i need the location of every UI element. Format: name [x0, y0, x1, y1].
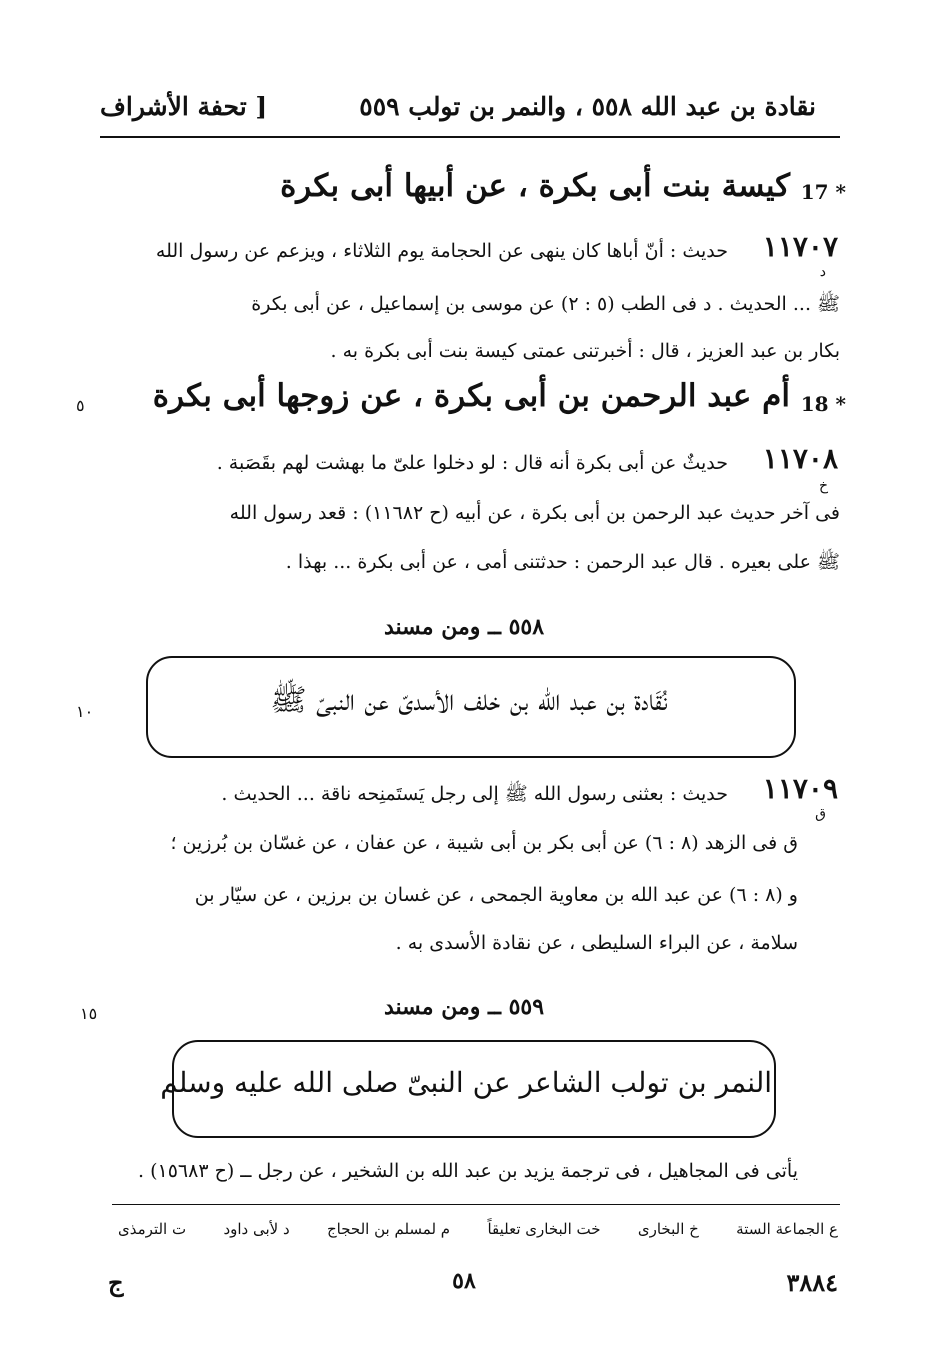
- margin-line-number: ١٥: [80, 1004, 98, 1023]
- footnote-item: ع الجماعة الستة: [736, 1220, 838, 1238]
- hadith-line: حديث : بعثنى رسول الله ﷺ إلى رجل يَستَمنِحه ناقة ... الحديث .: [221, 783, 728, 805]
- footnote-abbreviation-key: [118, 1220, 838, 1238]
- footnote-item: خت البخارى تعليقاً: [487, 1220, 601, 1238]
- hadith-line: ﷺ ... الحديث . د فى الطب (٥ : ٢) عن موسى بن إسماعيل ، عن أبى بكرة: [251, 293, 840, 315]
- running-header-left: [ تحفة الأشراف: [100, 92, 268, 121]
- section-18-number: 18 *: [800, 392, 846, 416]
- musnad-559-heading: ٥٥٩ ــ ومن مسند: [383, 994, 545, 1020]
- page-number: ٥٨: [452, 1268, 476, 1294]
- hadith-line: حديثٌ عن أبى بكرة أنه قال : لو دخلوا علىّ ما بهشت لهم بقَصَبة .: [216, 452, 728, 474]
- musnad-559-note: يأتى فى المجاهيل ، فى ترجمة يزيد بن عبد الله بن الشخير ، عن رجل ــ (ح ١٥٦٨٣) .: [138, 1160, 798, 1182]
- hadith-line: فى آخر حديث عبد الرحمن بن أبى بكرة ، عن أبيه (ح ١١٦٨٢) : قعد رسول الله: [229, 502, 840, 524]
- page-footer-left: ج: [108, 1268, 124, 1297]
- footnote-item: د لأبى داود: [223, 1220, 290, 1238]
- siglum-marker: ق: [815, 806, 826, 822]
- musnad-558-title: نُقَادة بن عبد الله بن خلف الأسدىّ عن النبىّ ﷺ: [270, 683, 668, 718]
- page-footer-right: ٣٨٨٤: [786, 1268, 838, 1297]
- running-header-right: نقادة بن عبد الله ٥٥٨ ، والنمر بن تولب ٥٥٩: [359, 92, 816, 121]
- hadith-number-11707: ١١٧٠٧: [762, 230, 838, 263]
- header-rule: [100, 136, 840, 138]
- hadith-line: و (٨ : ٦) عن عبد الله بن معاوية الجمحى ، عن غسان بن برزين ، عن سيّار بن: [194, 884, 798, 906]
- hadith-number-11708: ١١٧٠٨: [762, 442, 838, 475]
- siglum-marker: د: [819, 264, 826, 280]
- margin-line-number: ٥: [76, 396, 85, 415]
- hadith-number-11709: ١١٧٠٩: [762, 772, 838, 805]
- section-18-title: أم عبد الرحمن بن أبى بكرة ، عن زوجها أبى بكرة: [152, 378, 790, 414]
- footnote-item: م لمسلم بن الحجاج: [326, 1220, 451, 1238]
- hadith-line: بكار بن عبد العزيز ، قال : أخبرتنى عمتى كيسة بنت أبى بكرة به .: [330, 340, 840, 362]
- section-17-number: 17 *: [800, 180, 846, 204]
- hadith-line: ﷺ على بعيره . قال عبد الرحمن : حدثتنى أمى ، عن أبى بكرة ... بهذا .: [285, 551, 840, 573]
- section-17-title: كيسة بنت أبى بكرة ، عن أبيها أبى بكرة: [280, 168, 790, 204]
- footnote-rule: [112, 1204, 840, 1205]
- hadith-line: حديث : أنّ أباها كان ينهى عن الحجامة يوم الثلاثاء ، ويزعم عن رسول الله: [155, 240, 728, 262]
- margin-line-number: ١٠: [76, 702, 94, 721]
- siglum-marker: خ: [818, 478, 828, 494]
- footnote-item: خ البخارى: [637, 1220, 699, 1238]
- footnote-item: ت الترمذى: [118, 1220, 187, 1238]
- hadith-line: ق فى الزهد (٨ : ٦) عن أبى بكر بن أبى شيبة ، عن عفان ، عن غسّان بن بُرزين ؛: [170, 832, 798, 854]
- musnad-559-title: النمر بن تولب الشاعر عن النبىّ صلى الله عليه وسلم: [160, 1066, 772, 1099]
- hadith-line: سلامة ، عن البراء السليطى ، عن نقادة الأسدى به .: [395, 932, 798, 954]
- musnad-558-heading: ٥٥٨ ــ ومن مسند: [383, 614, 545, 640]
